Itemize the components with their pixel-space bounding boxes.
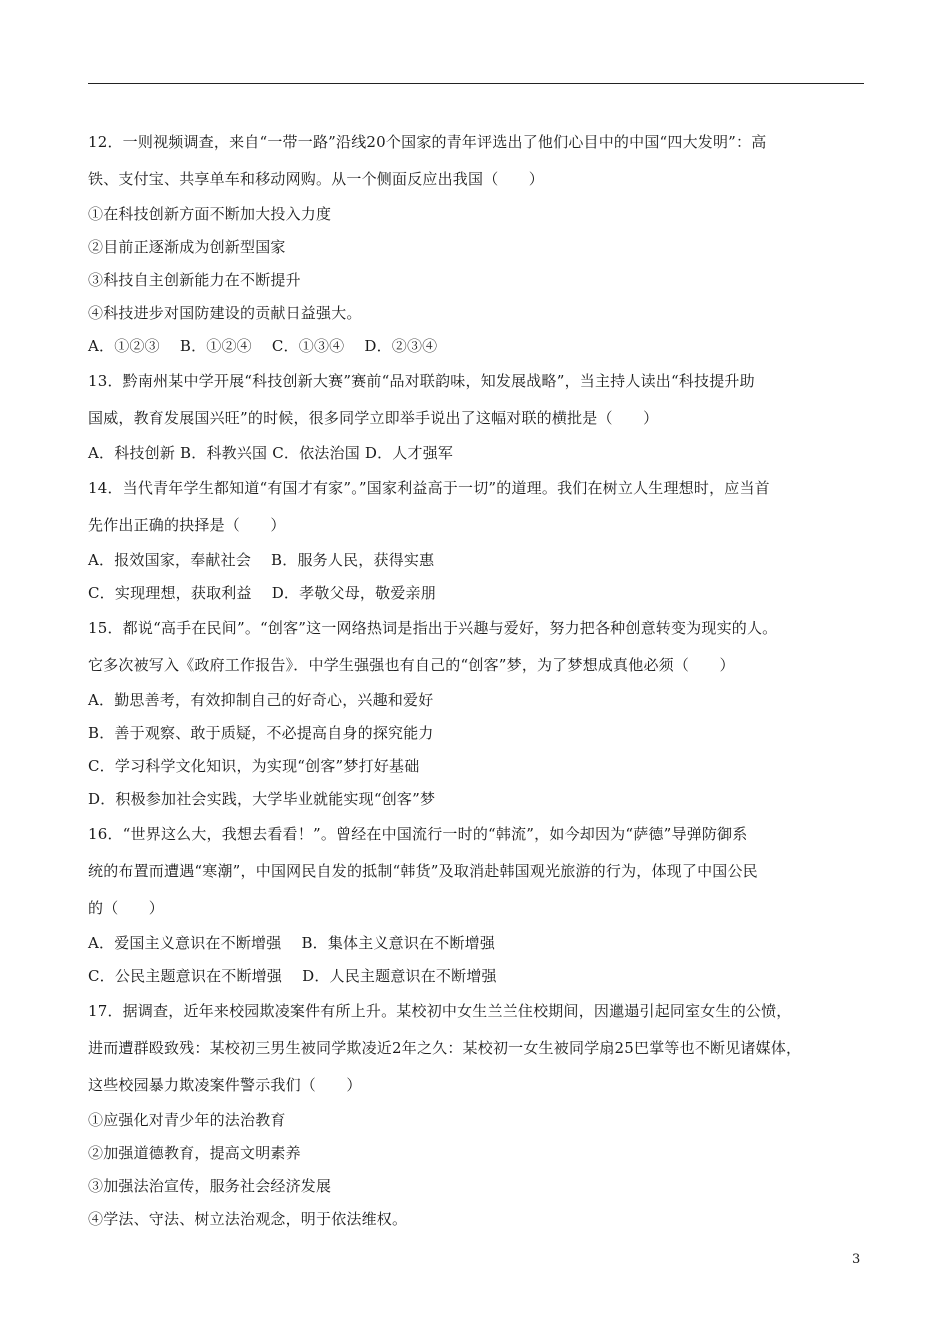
question-17-statement-2: ②加强道德教育，提高文明素养 <box>88 1144 301 1162</box>
question-16-option-d[interactable]: D．人民主题意识在不断增强 <box>302 967 497 985</box>
exam-content <box>88 124 866 1236</box>
question-13-option-a[interactable]: A．科技创新 <box>88 444 176 462</box>
question-14-options-row-2 <box>88 577 866 610</box>
question-16-stem-line-1: 16．“世界这么大，我想去看看！”。曾经在中国流行一时的“韩流”，如今却因为“萨德”导弹防御系 <box>88 825 748 843</box>
question-12-stem-line-1: 12．一则视频调查，来自“一带一路”沿线20个国家的青年评选出了他们心目中的中国“四大发明”：高 <box>88 133 767 151</box>
question-12-statement-2: ②目前正逐渐成为创新型国家 <box>88 238 286 256</box>
question-14-options-row-1 <box>88 544 866 577</box>
question-15-stem-line-2: 它多次被写入《政府工作报告》．中学生强强也有自己的“创客”梦，为了梦想成真他必须（ ） <box>88 656 735 674</box>
question-13-option-d[interactable]: D．人才强军 <box>364 444 454 462</box>
question-13-stem-line-2: 国威，教育发展国兴旺”的时候，很多同学立即举手说出了这幅对联的横批是（ ） <box>88 409 659 427</box>
page-number: 3 <box>852 1252 861 1267</box>
question-16-stem-line-2: 统的布置而遭遇“寒潮”，中国网民自发的抵制“韩货”及取消赴韩国观光旅游的行为，体现了中国公民 <box>88 862 758 880</box>
question-14 <box>88 470 866 610</box>
question-16-options-row-1 <box>88 927 866 960</box>
question-15 <box>88 610 866 816</box>
question-13-stem-line-1: 13．黔南州某中学开展“科技创新大赛”赛前“品对联韵味，知发展战略”，当主持人读出“科技提升助 <box>88 372 755 390</box>
question-12-option-c[interactable]: C．①③④ <box>271 337 345 355</box>
question-12 <box>88 124 866 363</box>
question-13-option-c[interactable]: C．依法治国 <box>272 444 360 462</box>
question-12-statement-3: ③科技自主创新能力在不断提升 <box>88 271 301 289</box>
question-17-stem-line-3: 这些校园暴力欺凌案件警示我们（ ） <box>88 1076 362 1094</box>
question-17-statement-3: ③加强法治宣传，服务社会经济发展 <box>88 1177 332 1195</box>
question-12-option-b[interactable]: B．①②④ <box>179 337 252 355</box>
question-17 <box>88 993 866 1236</box>
question-13-option-b[interactable]: B．科教兴国 <box>180 444 268 462</box>
question-16-option-a[interactable]: A．爱国主义意识在不断增强 <box>88 934 282 952</box>
question-15-option-b[interactable]: B．善于观察、敢于质疑，不必提高自身的探究能力 <box>88 724 434 742</box>
question-14-option-a[interactable]: A．报效国家，奉献社会 <box>88 551 252 569</box>
question-15-option-a[interactable]: A．勤思善考，有效抑制自己的好奇心，兴趣和爱好 <box>88 691 434 709</box>
question-14-option-d[interactable]: D．孝敬父母，敬爱亲朋 <box>271 584 436 602</box>
question-17-stem-line-2: 进而遭群殴致残：某校初三男生被同学欺凌近2年之久：某校初一女生被同学扇25巴掌等也不断见诸媒体， <box>88 1039 802 1057</box>
question-12-statement-1: ①在科技创新方面不断加大投入力度 <box>88 205 332 223</box>
question-13-options <box>88 437 866 470</box>
question-15-stem-line-1: 15．都说“高手在民间”。“创客”这一网络热词是指出于兴趣与爱好，努力把各种创意转变为现实的人。 <box>88 619 778 637</box>
question-12-statement-4: ④科技进步对国防建设的贡献日益强大。 <box>88 304 362 322</box>
question-12-option-d[interactable]: D．②③④ <box>364 337 438 355</box>
question-16-options-row-2 <box>88 960 866 993</box>
question-16 <box>88 816 866 993</box>
question-12-stem-line-2: 铁、支付宝、共享单车和移动网购。从一个侧面反应出我国（ ） <box>88 170 545 188</box>
question-16-option-b[interactable]: B．集体主义意识在不断增强 <box>301 934 496 952</box>
question-16-option-c[interactable]: C．公民主题意识在不断增强 <box>88 967 283 985</box>
question-12-option-a[interactable]: A．①②③ <box>88 337 160 355</box>
header-rule <box>88 83 864 84</box>
question-17-statement-1: ①应强化对青少年的法治教育 <box>88 1111 286 1129</box>
question-14-stem-line-2: 先作出正确的抉择是（ ） <box>88 516 286 534</box>
question-14-stem-line-1: 14．当代青年学生都知道“有国才有家”。”国家利益高于一切”的道理。我们在树立人生理想时，应当首 <box>88 479 770 497</box>
question-16-stem-line-3: 的（ ） <box>88 899 165 917</box>
question-17-stem-line-1: 17．据调查，近年来校园欺凌案件有所上升。某校初中女生兰兰住校期间，因邋遢引起同室女生的公愤， <box>88 1002 792 1020</box>
question-12-options <box>88 330 866 363</box>
question-14-option-c[interactable]: C．实现理想，获取利益 <box>88 584 252 602</box>
question-15-option-c[interactable]: C．学习科学文化知识，为实现“创客”梦打好基础 <box>88 757 420 775</box>
question-17-statement-4: ④学法、守法、树立法治观念，明于依法维权。 <box>88 1210 408 1228</box>
question-15-option-d[interactable]: D．积极参加社会实践，大学毕业就能实现“创客”梦 <box>88 790 436 808</box>
question-14-option-b[interactable]: B．服务人民，获得实惠 <box>271 551 435 569</box>
question-13 <box>88 363 866 470</box>
